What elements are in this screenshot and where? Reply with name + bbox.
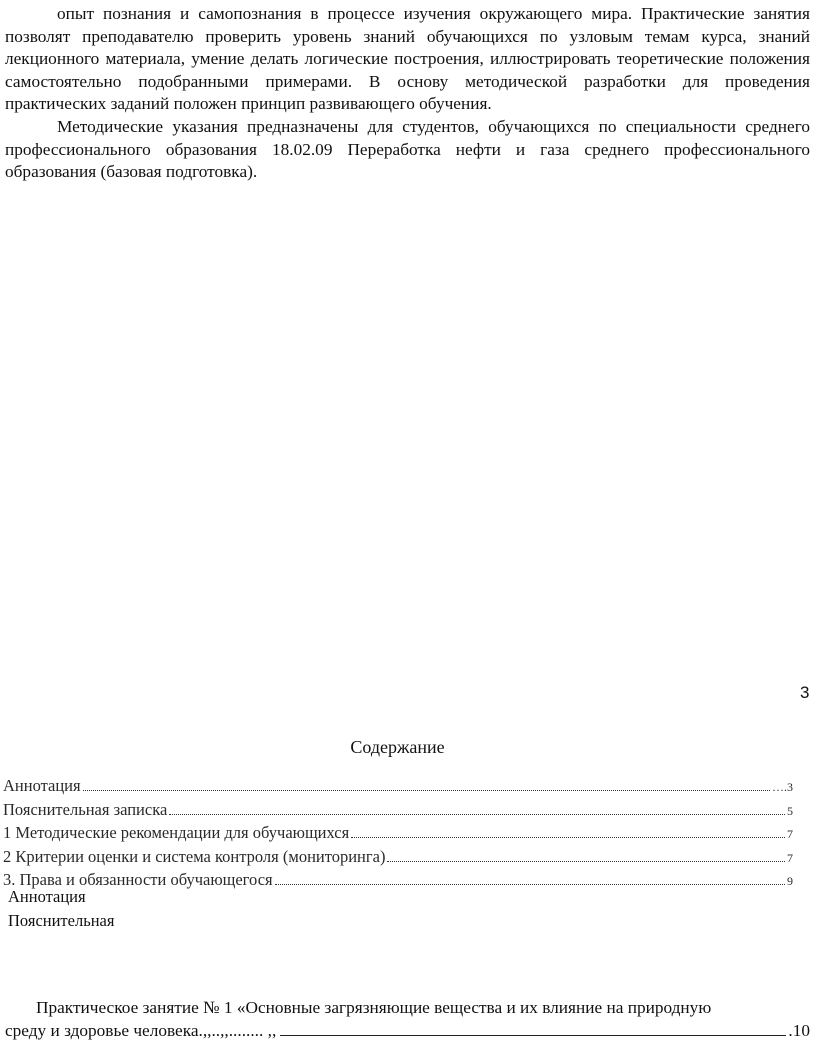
toc-entry-page: ….3 [772, 780, 793, 794]
toc-entry[interactable] [3, 776, 793, 800]
leader-rule [280, 1035, 786, 1036]
toc-entry-page: 9 [787, 874, 793, 888]
intro-paragraph-1: опыт познания и самопознания в процессе изучения окружающего мира. Практические занятия позволят преподавателю проверить уровень знаний обучающихся по узловым темам курса, знаний лекционного материала, умение делать логические построения, иллюстрировать теоретические положения самостоятельно подобранными примерами. В основу методической разработки для проведения практических заданий положен принцип развивающего обучения. [5, 4, 810, 114]
toc-entry-label: Пояснительная записка [3, 799, 168, 819]
toc-leader-dots [351, 837, 785, 838]
toc-entry-label: 2 Критерии оценки и система контроля (мониторинга) [3, 846, 386, 866]
overlap-line-explanatory: Пояснительная [8, 911, 115, 930]
practical-lesson-continuation [5, 1019, 810, 1042]
toc-entry-page: 7 [787, 850, 793, 865]
toc-leader-dots [83, 790, 770, 791]
toc-entry-label: 3. Права и обязанности обучающегося [3, 870, 273, 889]
toc-entry-label: 1 Методические рекомендации для обучающихся [3, 823, 350, 842]
toc-entry[interactable] [3, 870, 793, 894]
toc-entry[interactable] [3, 823, 793, 847]
toc-leader-dots [169, 814, 785, 815]
practical-lesson-end-text: среду и здоровье человека.,,..,,........ ,, [5, 1021, 277, 1040]
toc-leader-dots [387, 861, 785, 862]
toc-title: Содержание [350, 737, 445, 757]
page-number: 3 [800, 683, 810, 702]
toc-entry[interactable] [3, 847, 793, 871]
practical-lesson-page: .10 [788, 1021, 810, 1040]
toc-leader-dots [275, 884, 785, 885]
table-of-contents [3, 776, 793, 894]
toc-entry-page: 7 [787, 827, 793, 841]
intro-paragraph-2: Методические указания предназначены для студентов, обучающихся по специальности среднего профессионального образования 18.02.09 Переработка нефти и газа среднего профессионального образования (базовая подготовка). [5, 117, 810, 182]
overlap-line-annotation: Аннотация [8, 887, 86, 906]
practical-lesson-title: Практическое занятие № 1 «Основные загрязняющие вещества и их влияние на природную [36, 998, 712, 1017]
toc-entry[interactable] [3, 800, 793, 824]
toc-entry-label: Аннотация [3, 776, 81, 795]
toc-entry-page: 5 [787, 803, 793, 818]
